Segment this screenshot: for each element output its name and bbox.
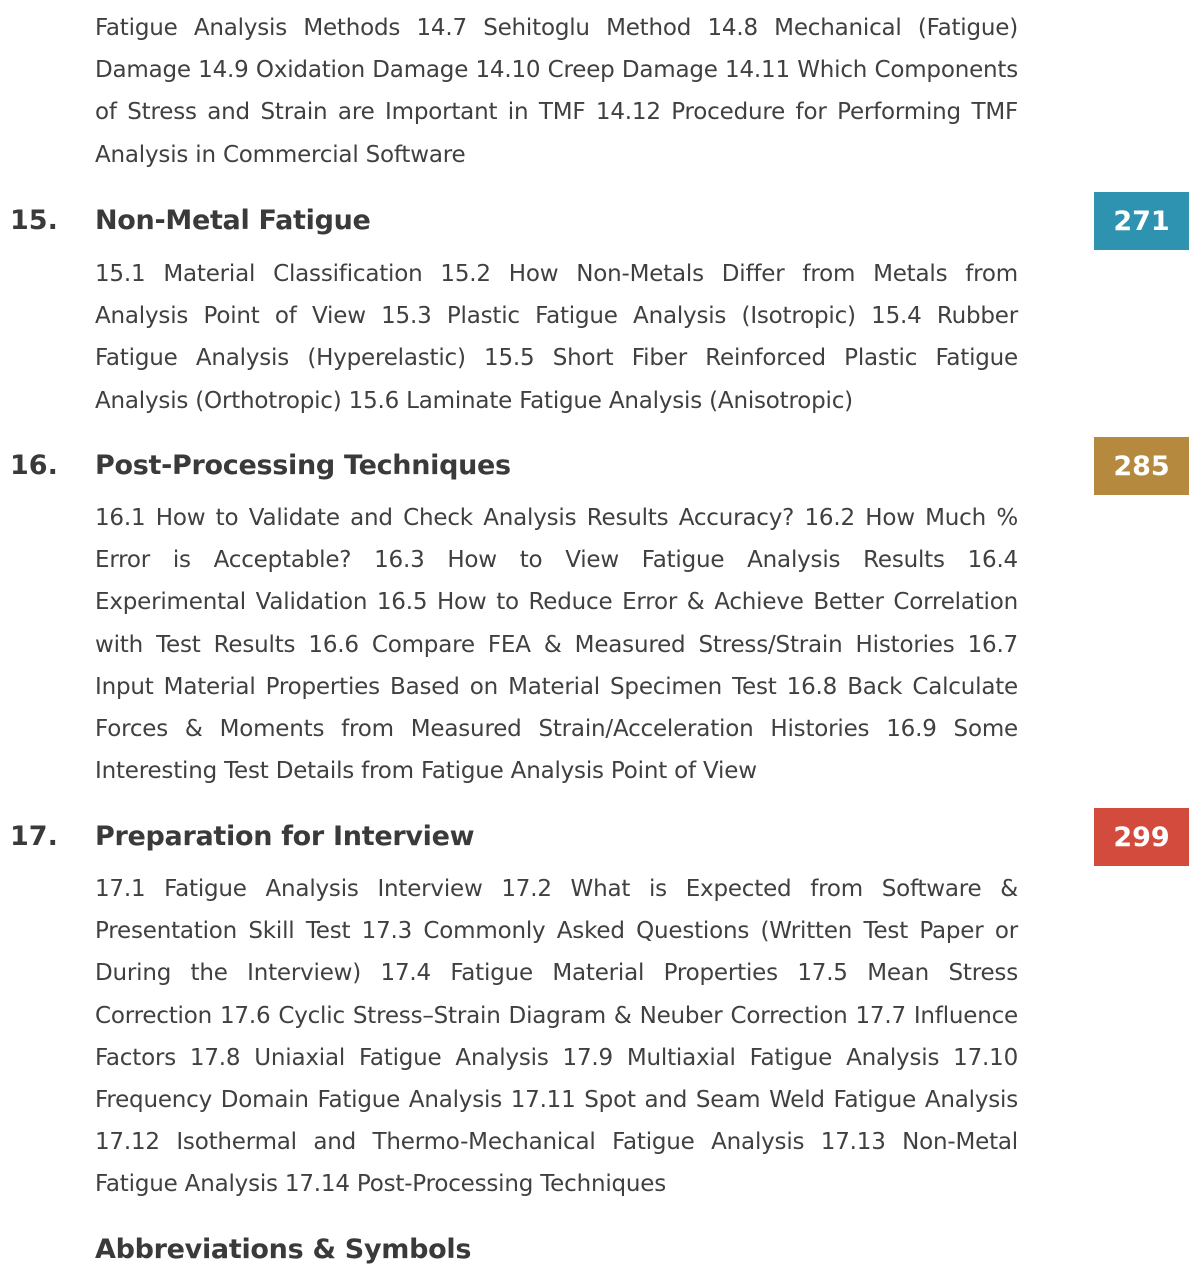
chapter-16-sections: 16.1 How to Validate and Check Analysis Results Accuracy? 16.2 How Much % Error is Acceptable? 16.3 How to View Fatigue Analysis Results 16.4 Experimental Validation 16.5 How to Reduce Error & Achieve Better Correlation with Test Results 16.6 Compare FEA & Measured Stress/Strain Histories 16.7 Input Material Properties Based on Material Specimen Test 16.8 Back Calculate Forces & Moments from Measured Strain/Acceleration Histories 16.9 Some Interesting Test Details from Fatigue Analysis Point of View: [95, 505, 1018, 785]
chapter-17-sections: 17.1 Fatigue Analysis Interview 17.2 What is Expected from Software & Presentation Skill Test 17.3 Commonly Asked Questions (Written Test Paper or During the Interview) 17.4 Fatigue Material Properties 17.5 Mean Stress Correction 17.6 Cyclic Stress–Strain Diagram & Neuber Correction 17.7 Influence Factors 17.8 Uniaxial Fatigue Analysis 17.9 Multiaxial Fatigue Analysis 17.10 Frequency Domain Fatigue Analysis 17.11 Spot and Seam Weld Fatigue Analysis 17.12 Isothermal and Thermo-Mechanical Fatigue Analysis 17.13 Non-Metal Fatigue Analysis 17.14 Post-Processing Techniques: [95, 876, 1018, 1198]
chapter-16-number: 16.: [10, 450, 58, 481]
chapter-16-page-badge[interactable]: 285: [1094, 437, 1189, 495]
chapter-17-page-badge[interactable]: 299: [1094, 808, 1189, 866]
chapter-16-title[interactable]: Post-Processing Techniques: [95, 450, 511, 481]
abbreviations-heading[interactable]: Abbreviations & Symbols: [95, 1234, 472, 1265]
chapter-17-title[interactable]: Preparation for Interview: [95, 821, 475, 852]
chapter-15-number: 15.: [10, 205, 58, 236]
chapter-15-sections: 15.1 Material Classification 15.2 How Non-Metals Differ from Metals from Analysis Point of View 15.3 Plastic Fatigue Analysis (Isotropic) 15.4 Rubber Fatigue Analysis (Hyperelastic) 15.5 Short Fiber Reinforced Plastic Fatigue Analysis (Orthotropic) 15.6 Laminate Fatigue Analysis (Anisotropic): [95, 261, 1018, 414]
chapter-17-number: 17.: [10, 821, 58, 852]
chapter-15-page-badge[interactable]: 271: [1094, 192, 1189, 250]
chapter-14-continued-text: Fatigue Analysis Methods 14.7 Sehitoglu Method 14.8 Mechanical (Fatigue) Damage 14.9 Oxidation Damage 14.10 Creep Damage 14.11 Which Components of Stress and Strain are Important in TMF 14.12 Procedure for Performing TMF Analysis in Commercial Software: [95, 15, 1018, 168]
chapter-15-title[interactable]: Non-Metal Fatigue: [95, 205, 371, 236]
